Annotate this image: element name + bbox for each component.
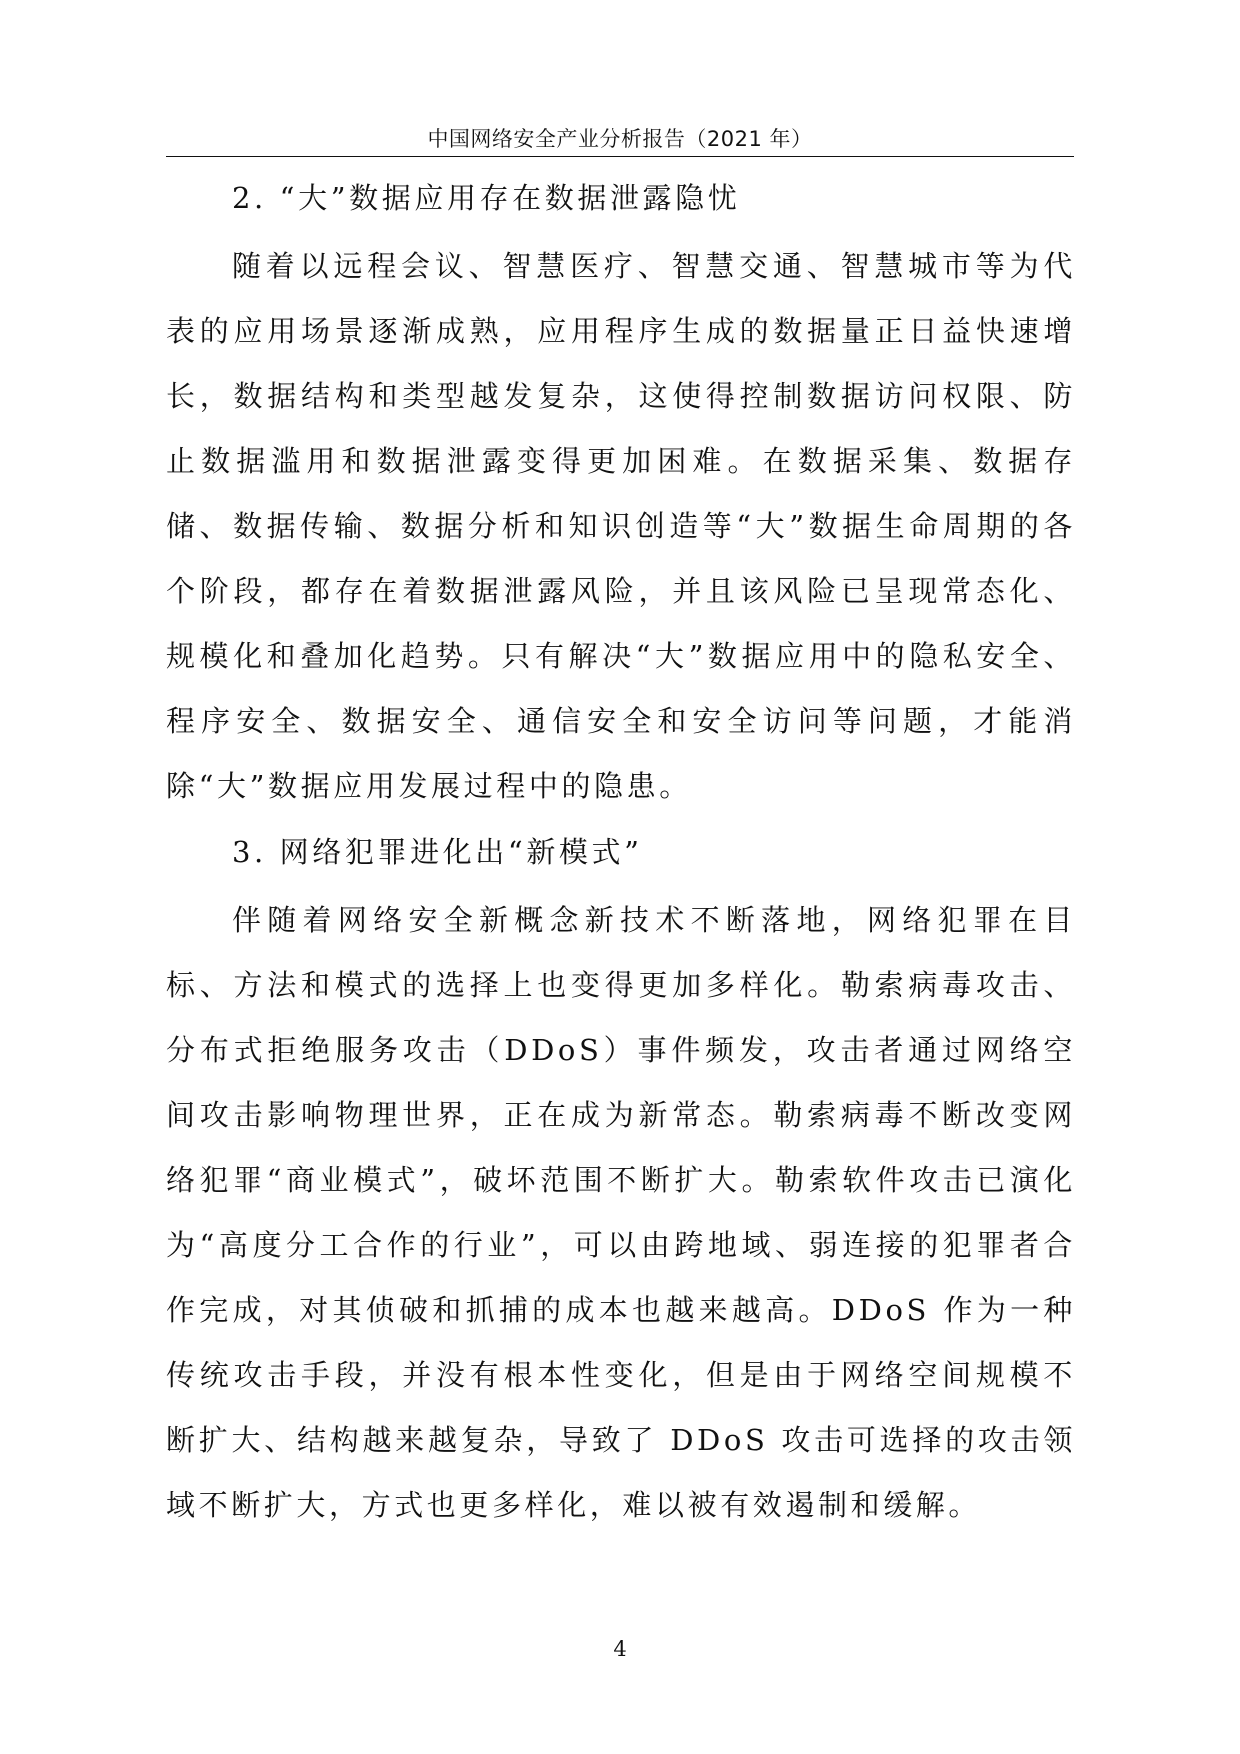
section-heading-cybercrime: 3. 网络犯罪进化出“新模式” (232, 835, 643, 869)
section-heading-big-data: 2. “大”数据应用存在数据泄露隐忧 (232, 181, 741, 215)
paragraph-big-data-leak: 随着以远程会议、智慧医疗、智慧交通、智慧城市等为代表的应用场景逐渐成熟，应用程序生成的数据量正日益快速增长，数据结构和类型越发复杂，这使得控制数据访问权限、防止数据滥用和数据泄露变得更加困难。在数据采集、数据存储、数据传输、数据分析和知识创造等“大”数据生命周期的各个阶段，都存在着数据泄露风险，并且该风险已呈现常态化、规模化和叠加化趋势。只有解决“大”数据应用中的隐私安全、程序安全、数据安全、通信安全和安全访问等问题，才能消除“大”数据应用发展过程中的隐患。 (166, 249, 1076, 803)
page-header-title: 中国网络安全产业分析报告（2021 年） (427, 127, 813, 151)
section-body-cybercrime (166, 888, 1076, 1538)
header-divider (166, 156, 1074, 157)
page-number: 4 (613, 1637, 627, 1661)
section-body-big-data (166, 234, 1076, 819)
paragraph-cybercrime-new-mode: 伴随着网络安全新概念新技术不断落地，网络犯罪在目标、方法和模式的选择上也变得更加多样化。勒索病毒攻击、分布式拒绝服务攻击（DDoS）事件频发，攻击者通过网络空间攻击影响物理世界，正在成为新常态。勒索病毒不断改变网络犯罪“商业模式”，破坏范围不断扩大。勒索软件攻击已演化为“高度分工合作的行业”，可以由跨地域、弱连接的犯罪者合作完成，对其侦破和抓捕的成本也越来越高。DDoS 作为一种传统攻击手段，并没有根本性变化，但是由于网络空间规模不断扩大、结构越来越复杂，导致了 DDoS 攻击可选择的攻击领域不断扩大，方式也更多样化，难以被有效遏制和缓解。 (166, 903, 1076, 1522)
